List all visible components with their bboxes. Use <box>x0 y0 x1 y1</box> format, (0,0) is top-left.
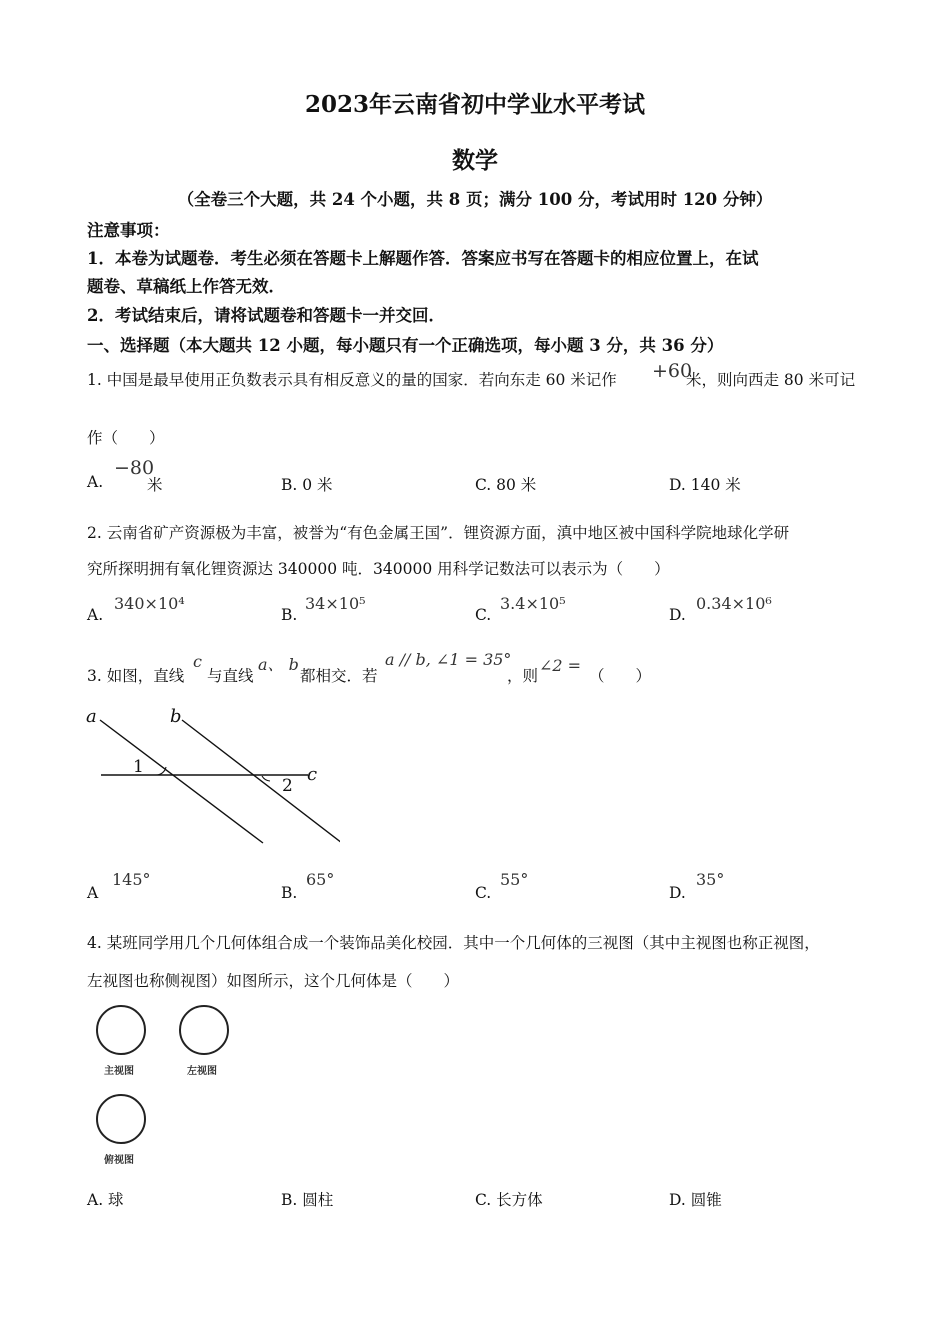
q3-option-d-label: D. <box>669 884 686 902</box>
q3-math-angle2: ∠2 = <box>539 656 582 675</box>
q2-option-b-label: B. <box>281 606 298 624</box>
q3-option-c-math: 55° <box>500 870 529 889</box>
q1-math-plus-60: +60 <box>652 360 693 382</box>
q1-text-part-1: 1. 中国是最早使用正负数表示具有相反意义的量的国家．若向东走 60 米记作 <box>87 371 617 389</box>
q2-option-c-label: C. <box>475 606 492 624</box>
q3-option-c-label: C. <box>475 884 492 902</box>
q3-figure-angle-2-arc <box>262 776 270 781</box>
q2-option-a-label: A. <box>87 606 104 624</box>
q2-option-a-math: 340×10⁴ <box>114 594 185 613</box>
q4-left-view-caption: 左视图 <box>187 1066 217 1077</box>
q3-option-b-math: 65° <box>306 870 335 889</box>
q4-front-view-circle <box>95 1004 149 1058</box>
q4-top-view-circle <box>95 1093 149 1147</box>
q1-option-b: B. 0 米 <box>281 476 333 494</box>
q3-figure-label-1: 1 <box>133 757 144 777</box>
exam-info: （全卷三个大题，共 24 个小题，共 8 页；满分 100 分，考试用时 120 分钟） <box>177 190 773 209</box>
q1-option-a-unit: 米 <box>147 476 163 494</box>
q2-option-d-math: 0.34×10⁶ <box>696 594 772 613</box>
q3-text-2: 与直线 <box>207 667 254 685</box>
q4-option-c: C. 长方体 <box>475 1191 543 1209</box>
notes-item-1-line-1: 1．本卷为试题卷．考生必须在答题卡上解题作答．答案应书写在答题卡的相应位置上，在试 <box>87 249 759 268</box>
q4-left-view-circle <box>178 1004 232 1058</box>
q2-text-line-2: 究所探明拥有氧化锂资源达 340000 吨．340000 用科学记数法可以表示为（ ） <box>87 560 670 578</box>
notes-item-1-line-2: 题卷、草稿纸上作答无效． <box>87 277 285 296</box>
q3-text-1: 3. 如图，直线 <box>87 667 185 685</box>
q3-math-ab: a、 b <box>258 655 299 674</box>
q3-figure-label-2: 2 <box>282 776 293 796</box>
q4-option-b: B. 圆柱 <box>281 1191 334 1209</box>
notes-item-2: 2．考试结束后，请将试题卷和答题卡一并交回． <box>87 306 445 325</box>
q3-figure-label-a: a <box>86 706 97 727</box>
q4-top-view-caption: 俯视图 <box>104 1155 134 1166</box>
q1-text-part-2: 米，则向西走 80 米可记 <box>686 371 856 389</box>
q3-figure-line-a <box>100 720 263 843</box>
exam-title: 2023年云南省初中学业水平考试 <box>304 91 645 118</box>
q2-option-d-label: D. <box>669 606 686 624</box>
q3-figure-parallel-lines <box>80 700 340 850</box>
q1-option-a-label: A. <box>87 473 104 491</box>
q4-option-d: D. 圆锥 <box>669 1191 722 1209</box>
q4-option-a: A. 球 <box>87 1191 124 1209</box>
q3-text-5: （ ） <box>589 667 652 685</box>
q4-text-line-2: 左视图也称侧视图）如图所示，这个几何体是（ ） <box>87 972 460 990</box>
q3-figure-label-b: b <box>170 706 182 727</box>
q3-option-b-label: B. <box>281 884 298 902</box>
q3-text-3: 都相交．若 <box>300 667 378 685</box>
q1-text-line-2: 作（ ） <box>87 429 165 447</box>
q3-math-c: c <box>193 652 202 671</box>
q3-math-condition: a // b, ∠1 = 35° <box>385 650 512 669</box>
q2-text-line-1: 2. 云南省矿产资源极为丰富，被誉为“有色金属王国”．锂资源方面，滇中地区被中国科学院地球化学研 <box>87 524 790 542</box>
q4-text-line-1: 4. 某班同学用几个几何体组合成一个装饰品美化校园．其中一个几何体的三视图（其中主视图也称正视图， <box>87 934 820 952</box>
q2-option-b-math: 34×10⁵ <box>305 594 366 613</box>
q3-option-d-math: 35° <box>696 870 725 889</box>
q3-text-4: ，则 <box>507 667 539 685</box>
q3-option-a-math: 145° <box>112 870 151 889</box>
exam-subject: 数学 <box>452 147 498 174</box>
q1-option-c: C. 80 米 <box>475 476 537 494</box>
q1-option-d: D. 140 米 <box>669 476 741 494</box>
notes-heading: 注意事项： <box>87 221 170 240</box>
section-1-heading: 一、选择题（本大题共 12 小题，每小题只有一个正确选项，每小题 3 分，共 36 分） <box>87 336 724 355</box>
q2-option-c-math: 3.4×10⁵ <box>500 594 566 613</box>
q3-figure-label-c: c <box>307 764 318 785</box>
q4-front-view-caption: 主视图 <box>104 1066 134 1077</box>
q1-option-a-math: −80 <box>114 457 155 479</box>
q3-option-a-label: A <box>87 884 99 902</box>
